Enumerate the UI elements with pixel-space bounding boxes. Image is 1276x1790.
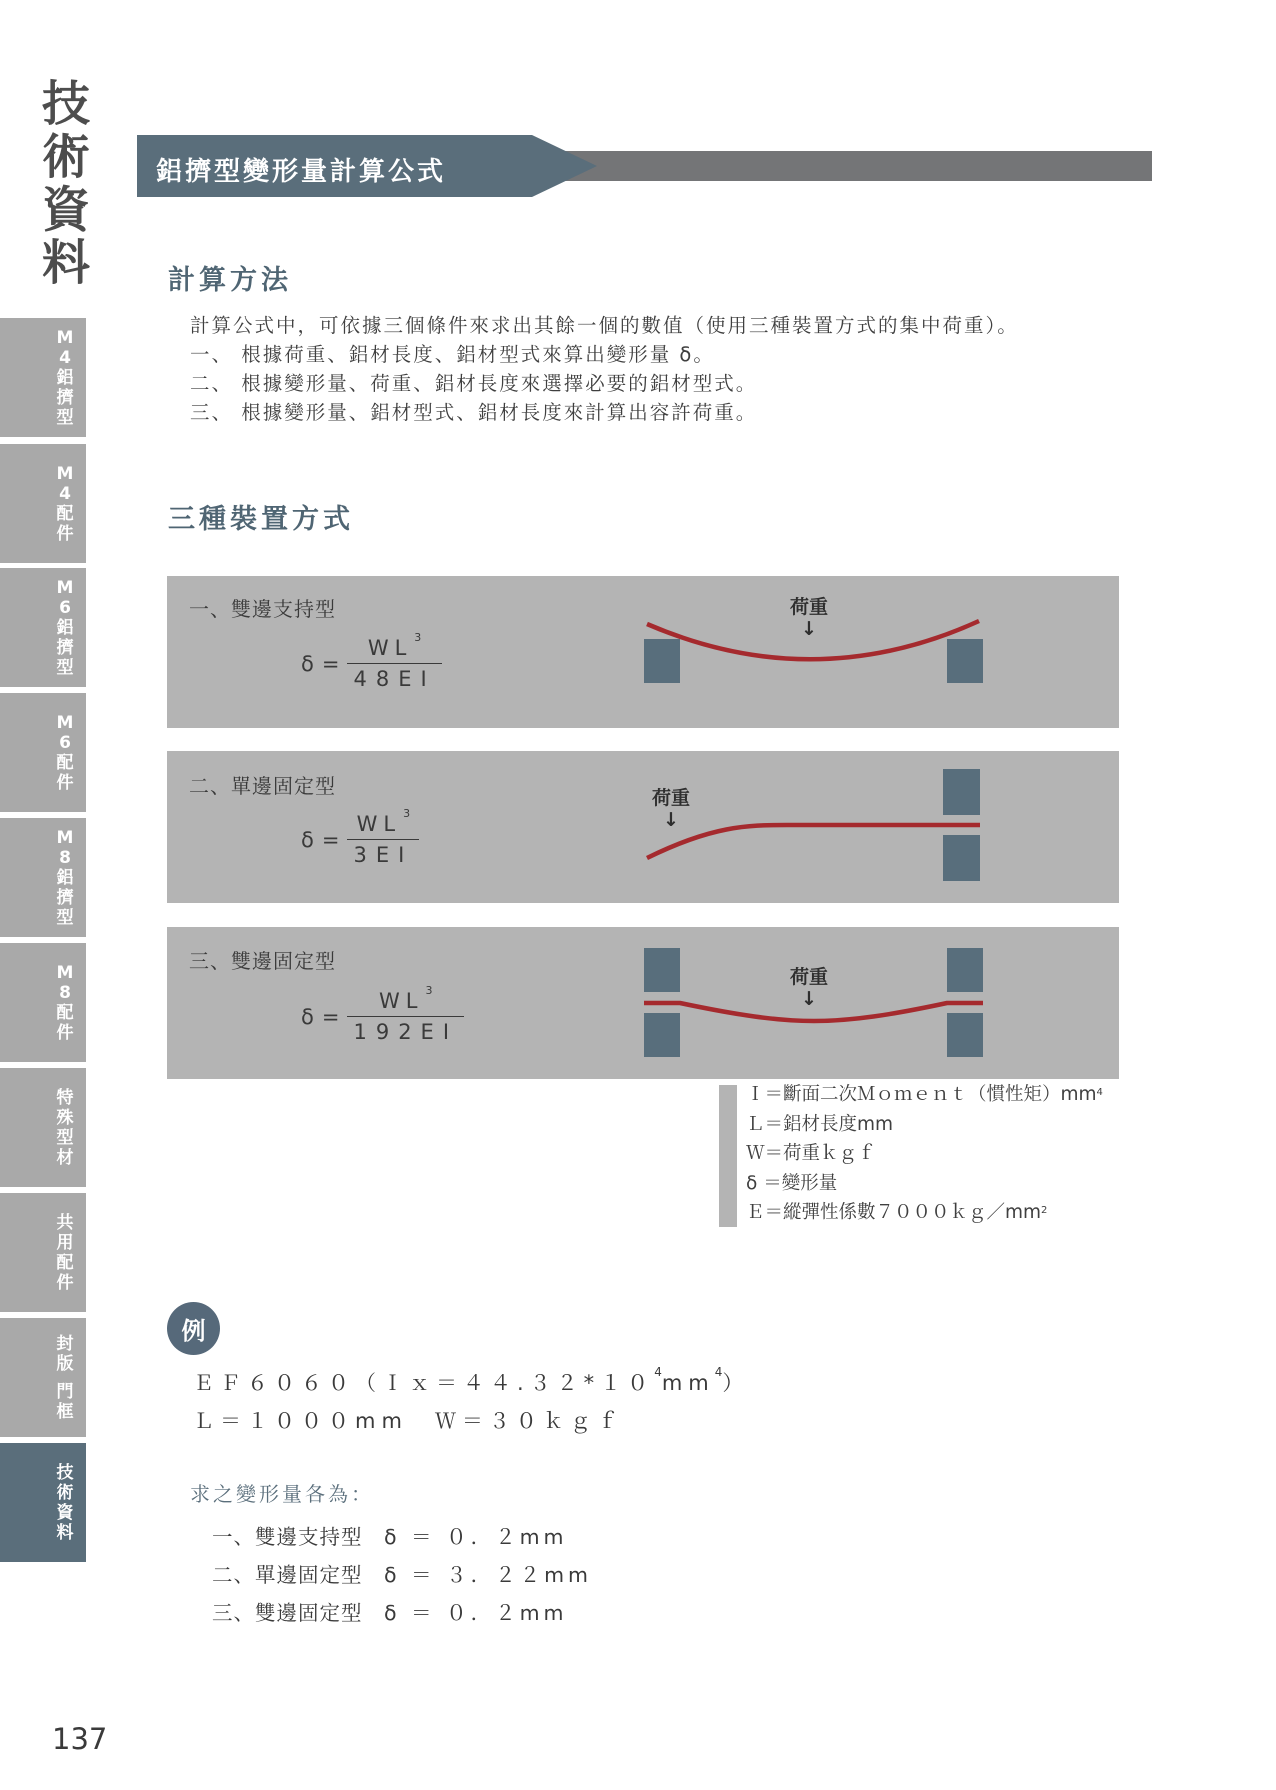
side-tab[interactable]: [0, 693, 86, 812]
side-tab[interactable]: [0, 1443, 86, 1562]
side-tab-char: 型: [56, 907, 74, 928]
side-tab-char: 4: [59, 347, 71, 368]
legend-text: Ｌ＝鋁材長度mm: [746, 1113, 894, 1135]
example-profile-line: [193, 1367, 749, 1397]
side-tab[interactable]: [0, 1193, 86, 1312]
side-tab-label: [13, 578, 74, 678]
side-tab-label-group: [57, 1088, 74, 1168]
side-tab-char: 版: [56, 1353, 74, 1374]
legend-item: [746, 1110, 1103, 1140]
side-tab-label: [13, 1213, 74, 1293]
side-tab-char: 型: [56, 407, 74, 428]
legend-sup: 4: [1096, 1087, 1103, 1098]
side-tab-label-group: [57, 828, 74, 928]
side-tab-char: 配: [56, 1252, 74, 1273]
legend-sup: 2: [1041, 1205, 1048, 1216]
side-tab-char: 封: [56, 1333, 74, 1354]
beam-diagram: [167, 751, 1119, 903]
down-arrow-icon: ↓: [801, 618, 817, 640]
legend-item: [746, 1139, 1103, 1169]
legend-item: [746, 1198, 1103, 1228]
side-tab-char: 擠: [56, 387, 74, 408]
side-tab[interactable]: [0, 318, 86, 437]
side-tab[interactable]: [0, 818, 86, 937]
side-tab-char: 配: [56, 503, 74, 524]
method-line: 二、 根據變形量、荷重、鋁材長度來選擇必要的鋁材型式。: [190, 372, 758, 395]
vertical-title-char: 資: [41, 182, 90, 238]
load-text: 荷重: [789, 596, 828, 618]
method-line: 一、 根據荷重、鋁材長度、鋁材型式來算出變形量 δ。: [190, 343, 715, 366]
side-tab-char: 特: [56, 1087, 74, 1108]
side-tab-char: 殊: [56, 1107, 74, 1128]
symbol-legend: [746, 1080, 1103, 1228]
side-tab-char: M: [56, 327, 74, 348]
side-tab-char: 件: [56, 772, 74, 793]
example-text: ）: [722, 1371, 750, 1395]
wall-block: [644, 1013, 680, 1057]
beam-diagram: [167, 927, 1119, 1079]
numerator-text: WL: [356, 812, 402, 836]
side-tab-label-group: [57, 1463, 74, 1543]
result-row: [212, 1558, 592, 1588]
side-tab-char: 型: [56, 1127, 74, 1148]
load-text: 荷重: [651, 787, 690, 809]
section-title: 鋁擠型變形量計算公式: [156, 157, 447, 187]
side-tab-char: M: [56, 827, 74, 848]
side-tab-char: 6: [59, 597, 71, 618]
wall-block: [947, 948, 983, 992]
result-value: δ ＝ ０．２mm: [384, 1601, 568, 1625]
banner-bar: [560, 151, 1152, 181]
exponent: 3: [403, 807, 411, 820]
side-tab-label-group: [57, 1213, 74, 1293]
side-tab-label: [13, 1463, 74, 1543]
deflected-beam: [647, 621, 979, 659]
method-line: 三、 根據變形量、鋁材型式、鋁材長度來計算出容許荷重。: [190, 401, 758, 424]
side-tab-char: 鋁: [56, 617, 74, 638]
legend-text: Ｗ＝荷重ｋｇｆ: [746, 1143, 876, 1164]
equals-sign: =: [321, 1004, 340, 1029]
side-tab-label: [13, 1334, 74, 1422]
panel-simply-supported: [167, 576, 1119, 728]
example-params-line: Ｌ＝１０００mm Ｗ＝３０ｋｇｆ: [193, 1409, 624, 1433]
example-badge: 例: [167, 1302, 220, 1355]
side-tab-char: 6: [59, 732, 71, 753]
result-row: [212, 1520, 568, 1550]
side-tab[interactable]: [0, 444, 86, 563]
vertical-title-char: 術: [41, 129, 90, 185]
result-label: 二、單邊固定型: [212, 1563, 363, 1587]
legend-text: Ｅ＝縱彈性係數７０００ｋｇ／mm: [746, 1202, 1042, 1223]
support-block: [644, 639, 680, 683]
side-tab[interactable]: [0, 1318, 86, 1437]
side-tab-char: 型: [56, 657, 74, 678]
side-tab-char: 配: [56, 1002, 74, 1023]
load-text: 荷重: [789, 966, 828, 988]
panel-title: 一、雙邊支持型: [189, 597, 336, 621]
legend-item: [746, 1080, 1103, 1110]
side-tab-label: [13, 713, 74, 793]
method-heading: 計算方法: [168, 265, 292, 296]
delta-symbol: δ: [301, 1004, 314, 1029]
side-tab-char: M: [56, 463, 74, 484]
wall-block: [943, 835, 980, 881]
side-tab-char: 件: [56, 1022, 74, 1043]
down-arrow-icon: ↓: [663, 809, 679, 831]
support-block: [947, 639, 983, 683]
side-tab-char: 8: [59, 847, 71, 868]
side-tab-label: [13, 828, 74, 928]
side-tab[interactable]: [0, 568, 86, 687]
side-tab-char: 術: [56, 1482, 74, 1503]
result-label: 一、雙邊支持型: [212, 1525, 363, 1549]
side-tab-char: 擠: [56, 637, 74, 658]
side-tab-char: 8: [59, 982, 71, 1003]
wall-block: [947, 1013, 983, 1057]
legend-item: [746, 1169, 1103, 1199]
down-arrow-icon: ↓: [801, 988, 817, 1010]
side-tab-char: 鋁: [56, 867, 74, 888]
panel-fixed-both-ends: [167, 927, 1119, 1079]
side-tab-label-group: [57, 963, 74, 1043]
deflected-beam: [644, 1003, 983, 1021]
denominator: 48EI: [347, 663, 441, 691]
numerator-text: WL: [367, 636, 413, 660]
denominator: 192EI: [347, 1016, 464, 1044]
side-tab-char: 配: [56, 752, 74, 773]
side-tab-char: 技: [56, 1462, 74, 1483]
denominator: 3EI: [347, 839, 419, 867]
side-tab-label-group: [57, 1334, 74, 1374]
beam-diagram: [167, 576, 1119, 728]
side-tab-char: 材: [56, 1147, 74, 1168]
side-tab-char: 件: [56, 523, 74, 544]
side-tab-char: 鋁: [56, 367, 74, 388]
side-tab-char: 門: [56, 1381, 74, 1402]
side-tab-char: 資: [56, 1502, 74, 1523]
example-sup: 4: [714, 1365, 723, 1379]
exponent: 3: [425, 984, 433, 997]
side-tab-char: 4: [59, 483, 71, 504]
deflected-beam: [647, 825, 980, 858]
side-tab-label-group: [57, 713, 74, 793]
side-tab-char: 料: [56, 1522, 74, 1543]
delta-symbol: δ: [301, 827, 314, 852]
exponent: 3: [414, 631, 422, 644]
side-tab-label-group: [57, 464, 74, 544]
side-tab-char: 用: [56, 1232, 74, 1253]
result-title: 求之變形量各為：: [190, 1482, 374, 1506]
side-tab-label: [13, 1088, 74, 1168]
side-tab-label: [13, 963, 74, 1043]
side-tab-label-group: [57, 328, 74, 428]
delta-symbol: δ: [301, 651, 314, 676]
side-tab[interactable]: [0, 943, 86, 1062]
wall-block: [644, 948, 680, 992]
side-tab[interactable]: [0, 1068, 86, 1187]
result-value: δ ＝ ３．２２mm: [384, 1563, 593, 1587]
numerator-text: WL: [379, 989, 424, 1013]
page-number: 137: [52, 1722, 108, 1756]
example-sup: 4: [654, 1365, 662, 1379]
result-row: [212, 1596, 568, 1626]
side-tab-char: M: [56, 962, 74, 983]
equals-sign: =: [321, 827, 340, 852]
panel-cantilever: [167, 751, 1119, 903]
panel-title: 三、雙邊固定型: [189, 949, 336, 973]
legend-text: δ ＝變形量: [746, 1172, 838, 1194]
example-text: mm: [661, 1371, 715, 1395]
side-tab-char: 擠: [56, 887, 74, 908]
side-tab-label-group: [57, 1382, 74, 1422]
side-tab-char: 框: [56, 1401, 74, 1422]
result-label: 三、雙邊固定型: [212, 1601, 363, 1625]
vertical-title-char: 料: [41, 235, 90, 291]
side-tab-label-group: [57, 578, 74, 678]
side-tab-char: M: [56, 577, 74, 598]
vertical-title-char: 技: [41, 76, 90, 132]
legend-text: Ｉ＝斷面二次Ｍｏｍｅｎｔ（慣性矩）mm: [746, 1084, 1097, 1105]
side-tab-char: 件: [56, 1272, 74, 1293]
setups-heading: 三種裝置方式: [168, 504, 354, 535]
side-tab-label: [13, 328, 74, 428]
side-tab-char: 共: [56, 1212, 74, 1233]
vertical-page-title: [38, 78, 94, 290]
side-tab-char: M: [56, 712, 74, 733]
wall-block: [943, 769, 980, 815]
panel-title: 二、單邊固定型: [189, 774, 336, 798]
equals-sign: =: [321, 651, 340, 676]
legend-bar: [719, 1085, 737, 1227]
method-line: 計算公式中，可依據三個條件來求出其餘一個的數值（使用三種裝置方式的集中荷重）。: [190, 314, 1019, 337]
method-text: [190, 311, 1019, 427]
side-tab-label: [13, 464, 74, 544]
example-text: ＥＦ６０６０（Ｉｘ＝４４.３２*１０: [193, 1371, 655, 1395]
result-value: δ ＝ ０．２mm: [384, 1525, 568, 1549]
